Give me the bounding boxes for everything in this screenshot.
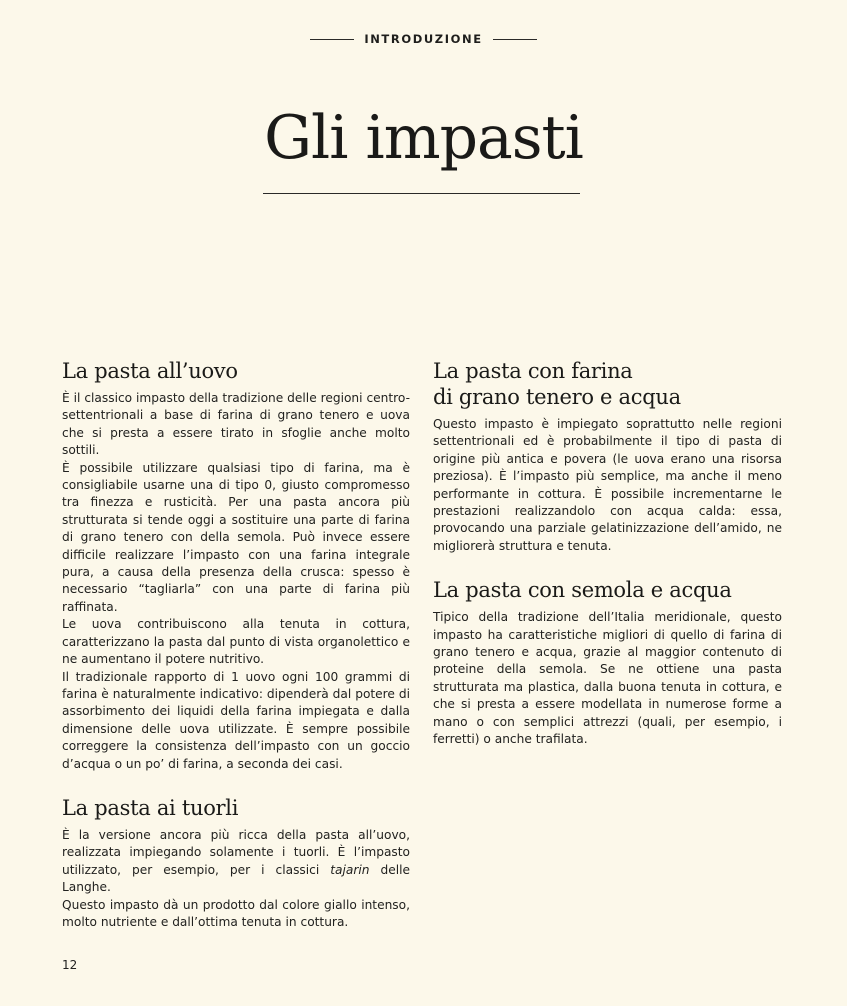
section-heading: La pasta con semola e acqua xyxy=(433,578,732,603)
paragraph-text: delle Langhe. xyxy=(62,862,410,895)
heading-line: La pasta con farina xyxy=(433,359,633,383)
right-column xyxy=(433,358,782,749)
section-pasta-farina-acqua xyxy=(433,358,782,555)
section-pasta-uovo xyxy=(62,358,410,773)
paragraph-text: È la versione ancora più ricca della pasta all’uovo, realizzata impiegando solamente i tuorli. È l’impasto utilizzato, per esempio, per i classici xyxy=(62,827,410,877)
paragraph: Le uova contribuiscono alla tenuta in cottura, caratterizzano la pasta dal punto di vista organolettico e ne aumentano il potere nutritivo. xyxy=(62,617,410,667)
section-pasta-semola-acqua xyxy=(433,577,782,748)
section-pasta-tuorli xyxy=(62,795,410,931)
kicker-rule-right xyxy=(493,39,537,40)
paragraph xyxy=(62,827,410,897)
paragraph: Tipico della tradizione dell’Italia meridionale, questo impasto ha caratteristiche migliori di quello di farina di grano tenero e acqua, grazie al maggior contenuto di proteine della semola. Se ne ottiene una pasta strutturata ma plastica, dalla buona tenuta in cottura, e che si presta a essere modellata in numerose forme a mano o con semplici attrezzi (quali, per esempio, i ferretti) o anche trafilata. xyxy=(433,610,782,747)
section-heading: La pasta all’uovo xyxy=(62,359,238,383)
section-heading xyxy=(433,358,782,410)
kicker-label: INTRODUZIONE xyxy=(364,32,483,46)
paragraph: Il tradizionale rapporto di 1 uovo ogni 100 grammi di farina è naturalmente indicativo: dipenderà dal potere di assorbimento dei liquidi della farina impiegata e dalla dimensione delle uova utilizzate. È sempre possibile correggere la consistenza dell’impasto con un goccio d’acqua o un po’ di farina, a seconda dei casi. xyxy=(62,669,410,771)
section-heading: La pasta ai tuorli xyxy=(62,795,239,820)
title-underline xyxy=(263,193,580,194)
paragraph: È il classico impasto della tradizione delle regioni centro-settentrionali a base di farina di grano tenero e uova che si presta a essere tirato in sfoglie anche molto sottili. xyxy=(62,391,410,458)
paragraph: È possibile utilizzare qualsiasi tipo di farina, ma è consigliabile usarne una di tipo 0, giusto compromesso tra finezza e rusticità. Per una pasta ancora più strutturata si tende oggi a sostituire una parte di farina di grano tenero con della semola. Può invece essere difficile realizzare l’impasto con una farina integrale pura, a causa della presenza della crusca: spesso è necessario “tagliarla” con una parte di farina più raffinata. xyxy=(62,460,410,614)
page-title: Gli impasti xyxy=(264,103,583,173)
section-kicker xyxy=(0,32,847,46)
left-column xyxy=(62,358,410,931)
heading-line: di grano tenero e acqua xyxy=(433,385,681,409)
paragraph: Questo impasto è impiegato soprattutto nelle regioni settentrionali ed è probabilmente il tipo di pasta di origine più antica e povera (le uova erano una risorsa preziosa). È l’impasto più semplice, ma anche il meno performante in cottura. È possibile incrementarne le prestazioni realizzandolo con acqua calda: essa, provocando una parziale gelatinizzazione dell’amido, ne migliorerà struttura e tenuta. xyxy=(433,417,782,553)
paragraph: Questo impasto dà un prodotto dal colore giallo intenso, molto nutriente e dall’ottima tenuta in cottura. xyxy=(62,897,410,929)
kicker-rule-left xyxy=(310,39,354,40)
italic-term: tajarin xyxy=(330,862,370,877)
page-number: 12 xyxy=(62,958,78,972)
